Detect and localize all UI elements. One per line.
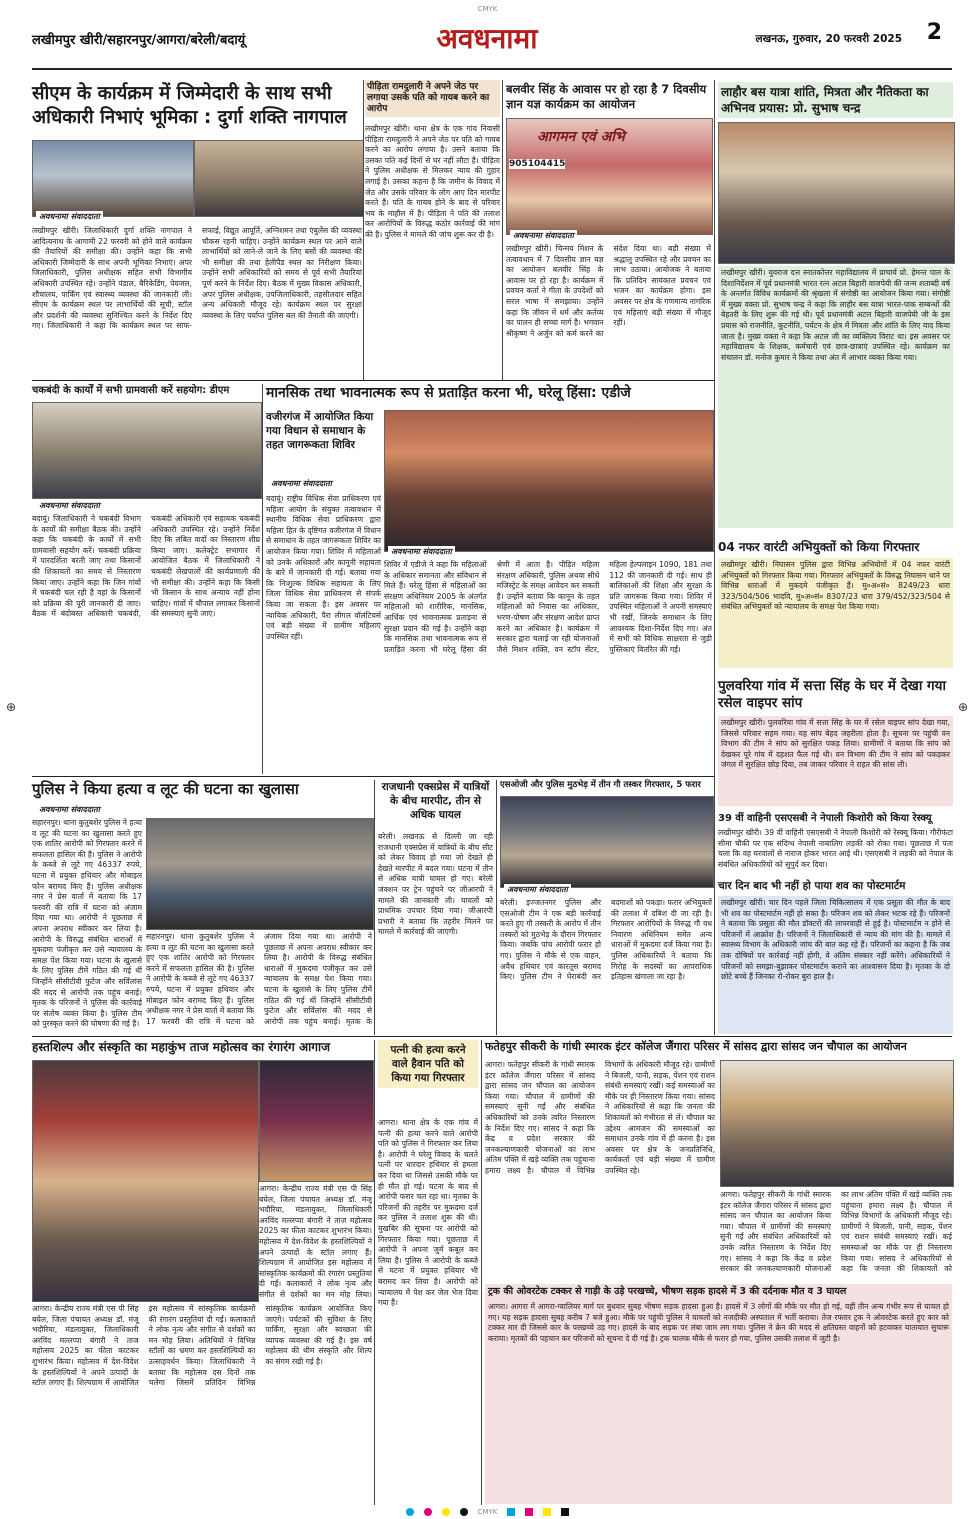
column-rule xyxy=(363,80,364,380)
article-chaupal xyxy=(485,1040,952,1054)
photo-smuggler xyxy=(500,796,714,888)
headline-warrant: 04 नफर वारंटी अभियुक्तों को किया गिरफ्तार xyxy=(718,540,920,554)
headline-jail: पीड़िता रामदुलारी ने अपने जेठ पर लगाया उसके पति को गायब करने का आरोप xyxy=(367,82,490,114)
column-rule xyxy=(714,380,715,1035)
article-police-case xyxy=(32,780,372,799)
headline-wife: पत्नी की हत्या करने वाले हैवान पति को किया गया गिरफ्तार xyxy=(390,1044,466,1084)
article-chakbandi xyxy=(32,384,260,397)
article-durga xyxy=(32,82,362,130)
black-square xyxy=(561,1508,569,1516)
body-yagya: लखीमपुर खीरी। चिन्मय मिशन के तत्वावधान में 7 दिवसीय ज्ञान यज्ञ का आयोजन बलवीर सिंह के आवास पर हो रहा है। कार्यक्रम में प्रवचन कर्ता ने गीता के उपदेशों को सरल भाषा में समझाया। उन्होंने कहा कि जीवन में धर्म और कर्तव्य का पालन ही सच्चा मार्ग है। भगवान श्रीकृष्ण ने अर्जुन को कर्म करने का संदेश दिया था। बड़ी संख्या में श्रद्धालु उपस्थित रहे और प्रवचन का लाभ उठाया। आयोजक ने बताया कि प्रतिदिन सायंकाल प्रवचन एवं भजन का कार्यक्रम होगा। इस अवसर पर क्षेत्र के गणमान्य नागरिक एवं महिलाएं बड़ी संख्या में मौजूद रहीं। xyxy=(506,244,711,338)
column-rule xyxy=(262,384,263,774)
edition-regions: लखीमपुर खीरी/सहारनपुर/आगरा/बरेली/बदायूं xyxy=(32,33,246,48)
article-snake xyxy=(718,678,953,712)
section-rule xyxy=(32,380,714,381)
headline-smuggler: एसओजी और पुलिस मुठभेड़ में तीन गौ तस्कर गिरफ्तार, 5 फरार xyxy=(500,780,701,790)
column-rule xyxy=(374,1040,375,1505)
credit-wazirganj: अवधनामा संवाददाता xyxy=(268,478,335,489)
cmyk-mark-bottom: CMYK xyxy=(477,1508,498,1516)
cyan-square xyxy=(507,1508,515,1516)
headline-yagya: बलवीर सिंह के आवास पर हो रहा है 7 दिवसीय ज्ञान यज्ञ कार्यक्रम का आयोजन xyxy=(506,82,707,111)
photo-chaupal xyxy=(720,1060,954,1187)
article-postmortem xyxy=(718,880,953,893)
headline-taj: हस्तशिल्प और संस्कृति का महाकुंभ ताज महोत्सव का रंगारंग आगाज xyxy=(32,1040,330,1054)
photo-yagya xyxy=(506,118,713,235)
article-yagya xyxy=(506,82,711,112)
photo-taj xyxy=(32,1060,259,1302)
credit-police-case: अवधनामा संवाददाता xyxy=(36,804,103,815)
body-domestic: शिविर में एडीजे ने कहा कि महिलाओं के अधिकार समानता और संविधान से मिले हैं। घरेलू हिंसा से महिलाओं का संरक्षण अधिनियम 2005 के अंतर्गत महिलाओं को शारीरिक, मानसिक, आर्थिक एवं भावनात्मक प्रताड़ना से सुरक्षा प्रदान की गई है। उन्होंने कहा कि मानसिक तथा भावनात्मक रूप से प्रताड़ित करना भी घरेलू हिंसा की श्रेणी में आता है। पीड़ित महिला संरक्षण अधिकारी, पुलिस अथवा सीधे मजिस्ट्रेट के समक्ष आवेदन कर सकती है। उन्होंने बताया कि कानून के तहत महिलाओं को निवास का अधिकार, भरण-पोषण और संरक्षण आदेश प्राप्त करने का अधिकार है। कार्यक्रम में सरकार द्वारा चलाई जा रही योजनाओं जैसे मिशन शक्ति, वन स्टॉप सेंटर, महिला हेल्पलाइन 1090, 181 तथा 112 की जानकारी दी गई। साथ ही बालिकाओं की शिक्षा और सुरक्षा के प्रति जागरूक किया गया। शिविर में उपस्थित महिलाओं ने अपनी समस्याएं भी रखीं, जिनके समाधान के लिए आवश्यक दिशा-निर्देश दिए गए। अंत में सभी को विधिक साक्षरता से जुड़ी पुस्तिकाएं वितरित की गईं। xyxy=(384,560,712,654)
column-rule xyxy=(714,80,715,380)
article-expressway xyxy=(378,780,493,822)
article-lahore xyxy=(718,82,953,118)
article-accident xyxy=(485,1284,952,1300)
credit-domestic: अवधनामा संवाददाता xyxy=(388,546,455,557)
body-chakbandi: बदायूं। जिलाधिकारी ने चकबंदी विभाग के कार्यों की समीक्षा बैठक की। उन्होंने कहा कि चकबंदी के कार्यों में सभी ग्रामवासी सहयोग करें। चकबंदी प्रक्रिया में पारदर्शिता बरती जाए तथा किसानों की शिकायतों का समय से निस्तारण किया जाए। उन्होंने कहा कि जिन गांवों में चकबंदी चल रही है वहां के किसानों को प्रक्रिया की पूरी जानकारी दी जाए। बैठक में बंदोबस्त अधिकारी चकबंदी, चकबंदी अधिकारी एवं सहायक चकबंदी अधिकारी उपस्थित रहे। उन्होंने निर्देश दिए कि लंबित वादों का निस्तारण शीघ्र किया जाए। कलेक्ट्रेट सभागार में आयोजित बैठक में जिलाधिकारी ने चकबंदी लेखपालों की कार्यप्रणाली की भी समीक्षा की। उन्होंने कहा कि किसी भी किसान के साथ अन्याय नहीं होना चाहिए। गांवों में चौपाल लगाकर किसानों की समस्याएं सुनी जाएं। xyxy=(32,514,260,619)
credit-durga: अवधनामा संवाददाता xyxy=(36,211,103,222)
date-line: लखनऊ, गुरुवार, 20 फरवरी 2025 xyxy=(755,33,902,45)
body-postmortem: लखीमपुर खीरी। चार दिन पहले जिला चिकित्सालय में एक प्रसूता की मौत के बाद भी शव का पोस्टमार्टम नहीं हो सका है। परिजन शव को लेकर भटक रहे हैं। परिजनों ने बताया कि प्रसूता की मौत डॉक्टरों की लापरवाही से हुई है। पोस्टमार्टम न होने से परिजनों में आक्रोश है। परिजनों ने जिलाधिकारी से न्याय की मांग की है। मामले में स्वास्थ्य विभाग के अधिकारी जांच की बात कह रहे हैं। परिजनों का कहना है कि जब तक दोषियों पर कार्रवाई नहीं होगी, वे अंतिम संस्कार नहीं करेंगे। अधिकारियों ने परिजनों को समझा-बुझाकर पोस्टमार्टम कराने का आश्वासन दिया है। मृतका के दो छोटे बच्चे हैं जिनका रो-रोकर बुरा हाल है। xyxy=(718,896,953,1034)
magenta-square xyxy=(525,1508,533,1516)
body-snake: लखीमपुर खीरी। पुलवरिया गांव में सत्ता सिंह के घर में रसेल वाइपर सांप देखा गया, जिससे परिवार सहम गया। यह सांप बेहद जहरीला होता है। सूचना पर पहुंची वन विभाग की टीम ने सांप को सुरक्षित पकड़ लिया। ग्रामीणों ने बताया कि सांप को देखकर पूरे गांव में दहशत फैल गई थी। वन विभाग की टीम ने सांप को पकड़कर जंगल में सुरक्षित छोड़ दिया, तब जाकर परिवार ने राहत की सांस ली। xyxy=(718,716,953,806)
headline-chakbandi: चकबंदी के कार्यों में सभी ग्रामवासी करें सहयोग: डीएम xyxy=(32,385,230,396)
column-rule xyxy=(481,1040,482,1505)
photo-taj-dance xyxy=(259,1060,374,1182)
cyan-dot xyxy=(406,1508,414,1516)
photo-domestic xyxy=(384,410,714,552)
body-wife: आगरा। थाना क्षेत्र के एक गांव में पत्नी की हत्या करने वाले आरोपी पति को पुलिस ने गिरफ्तार कर लिया है। आरोपी ने घरेलू विवाद के चलते पत्नी पर धारदार हथियार से हमला कर दिया था जिससे उसकी मौके पर ही मौत हो गई। घटना के बाद से आरोपी फरार चल रहा था। मृतका के परिजनों की तहरीर पर मुकदमा दर्ज कर पुलिस ने तलाश शुरू की थी। मुखबिर की सूचना पर आरोपी को गिरफ्तार किया गया। पूछताछ में आरोपी ने अपना जुर्म कबूल कर लिया है। पुलिस ने आरोपी के कब्जे से घटना में प्रयुक्त हथियार भी बरामद कर लिया है। आरोपी को न्यायालय में पेश कर जेल भेज दिया गया है। xyxy=(378,1118,478,1308)
body-chaupal: आगरा। फतेहपुर सीकरी के गांधी स्मारक इंटर कॉलेज जैंगारा परिसर में सांसद द्वारा सांसद जन चौपाल का आयोजन किया गया। चौपाल में ग्रामीणों की समस्याएं सुनी गईं और संबंधित अधिकारियों को उनके त्वरित निस्तारण के निर्देश दिए गए। सांसद ने कहा कि केंद्र व प्रदेश सरकार की जनकल्याणकारी योजनाओं का लाभ अंतिम पंक्ति में खड़े व्यक्ति तक पहुंचाना हमारा लक्ष्य है। चौपाल में विभिन्न विभागों के अधिकारी मौजूद रहे। ग्रामीणों ने बिजली, पानी, सड़क, पेंशन एवं राशन संबंधी समस्याएं रखीं। कई समस्याओं का मौके पर ही निस्तारण किया गया। सांसद ने अधिकारियों से कहा कि जनता की शिकायतों को गंभीरता से लें। चौपाल का उद्देश्य आमजन की समस्याओं का समाधान उनके गांव में ही करना है। इस अवसर पर क्षेत्र के जनप्रतिनिधि, कार्यकर्ता एवं बड़ी संख्या में ग्रामीण उपस्थित रहे। xyxy=(485,1060,715,1175)
body-durga: लखीमपुर खीरी। जिलाधिकारी दुर्गा शक्ति नागपाल ने आदित्यनाथ के आगामी 22 फरवरी को होने वाले कार्यक्रम की तैयारियों की समीक्षा की। उन्होंने कहा कि सभी अधिकारी जिम्मेदारी के साथ अपनी भूमिका निभाएं। अपर जिलाधिकारी, पुलिस अधीक्षक सहित सभी विभागीय अधिकारी उपस्थित रहे। उन्होंने पंडाल, बैरिकेडिंग, पेयजल, शौचालय, पार्किंग एवं स्वास्थ्य व्यवस्था की जानकारी ली। सीएम के कार्यक्रम स्थल पर लाभार्थियों की सूची, स्टॉल और प्रदर्शनी की व्यवस्था सुनिश्चित करने के निर्देश दिए गए। जिलाधिकारी ने कहा कि कार्यक्रम स्थल पर साफ-सफाई, विद्युत आपूर्ति, अग्निशमन तथा एंबुलेंस की व्यवस्था चौकस रहनी चाहिए। उन्होंने कार्यक्रम स्थल पर आने वाले लाभार्थियों को लाने-ले जाने के लिए बसों की व्यवस्था की भी समीक्षा की तथा हेलीपैड स्थल का निरीक्षण किया। उन्होंने सभी अधिकारियों को समय से पूर्व सभी तैयारियां पूर्ण करने के निर्देश दिए। बैठक में मुख्य विकास अधिकारी, अपर पुलिस अधीक्षक, उपजिलाधिकारी, तहसीलदार सहित अन्य अधिकारी मौजूद रहे। कार्यक्रम स्थल पर सुरक्षा व्यवस्था के लिए पर्याप्त पुलिस बल की तैनाती की जाएगी। xyxy=(32,226,362,331)
headline-snake: पुलवरिया गांव में सत्ता सिंह के घर में देखा गया रसेल वाइपर सांप xyxy=(718,678,946,711)
column-rule xyxy=(374,780,375,1035)
top-registration-marks xyxy=(0,2,975,16)
article-domestic xyxy=(266,384,712,402)
headline-domestic: मानसिक तथा भावनात्मक रूप से प्रताड़ित करना भी, घरेलू हिंसा: एडीजे xyxy=(266,385,631,401)
section-rule xyxy=(32,1036,952,1037)
credit-smuggler: अवधनामा संवाददाता xyxy=(504,884,571,895)
yellow-square xyxy=(543,1508,551,1516)
article-wazirganj xyxy=(266,410,381,452)
credit-yagya: अवधनामा संवाददाता xyxy=(510,230,577,241)
article-smuggler xyxy=(500,780,712,791)
yellow-dot xyxy=(442,1508,450,1516)
bottom-registration-marks xyxy=(0,1505,975,1519)
body-smuggler: बरेली। इज्जतनगर पुलिस और एसओजी टीम ने एक बड़ी कार्रवाई करते हुए गौ तस्करी के आरोप में तीन तस्करों को मुठभेड़ के दौरान गिरफ्तार किया। जबकि पांच आरोपी फरार हो गए। पुलिस ने मौके से एक वाहन, अवैध हथियार एवं कारतूस बरामद किए। पुलिस टीम ने घेराबंदी कर बदमाशों को पकड़ा। फरार अभियुक्तों की तलाश में दबिश दी जा रही है। गिरफ्तार आरोपियों के विरुद्ध गौ वध निवारण अधिनियम समेत अन्य धाराओं में मुकदमा दर्ज किया गया है। पुलिस अधिकारियों ने बताया कि गिरोह के सदस्यों का आपराधिक इतिहास खंगाला जा रहा है। xyxy=(500,898,712,982)
body-lahore: लखीमपुर खीरी। युवराज दत्त स्नातकोत्तर महाविद्यालय में प्राचार्य प्रो. हेमन्त पाल के दिशानिर्देशन में पूर्व प्रधानमंत्री भारत रत्न अटल बिहारी वाजपेयी की जन्म शताब्दी वर्ष के अन्तर्गत विविध कार्यक्रमों की श्रृंखला में संगोष्ठी का आयोजन किया गया। संगोष्ठी में मुख्य वक्ता प्रो. सुभाष चन्द्र ने कहा कि लाहौर बस यात्रा भारत-पाक सम्बन्धों की बेहतरी के लिए शुरू की गई थी। पूर्व प्रधानमंत्री अटल बिहारी वाजपेयी जी के इस प्रयास को राजनीति, कूटनीति, पर्यटन के क्षेत्र में मित्रता और शांति के लिए याद किया जाता है। मुख्य वक्ता ने कहा कि अटल जी का व्यक्तित्व विराट था। इस अवसर पर महाविद्यालय के शिक्षक, कर्मचारी एवं छात्र-छात्राएं उपस्थित रहे। कार्यक्रम का संचालन डॉ. मनोज कुमार ने किया तथा अंत में आभार व्यक्त किया गया। xyxy=(718,266,953,528)
article-wife xyxy=(378,1040,478,1088)
masthead xyxy=(32,16,952,72)
article-taj xyxy=(32,1040,372,1055)
body-wazirganj: बदायूं। राष्ट्रीय विधिक सेवा प्राधिकरण एवं महिला आयोग के संयुक्त तत्वावधान में स्थानीय विधिक सेवा प्राधिकरण द्वारा महिला हित के दृष्टिगत वजीरगंज में विधान से समाधान के तहत जागरूकता शिविर का आयोजन किया गया। शिविर में महिलाओं को उनके अधिकारों और कानूनी सहायता के बारे में जानकारी दी गई। बताया गया कि निःशुल्क विधिक सहायता के लिए जिला विधिक सेवा प्राधिकरण से संपर्क किया जा सकता है। इस अवसर पर न्यायिक अधिकारी, पैरा लीगल वॉलंटियर्स एवं बड़ी संख्या में ग्रामीण महिलाएं उपस्थित रहीं। xyxy=(266,494,381,641)
headline-postmortem: चार दिन बाद भी नहीं हो पाया शव का पोस्टमार्टम xyxy=(718,880,906,892)
headline-accident: ट्रक की ओवरटेक टक्कर से गाड़ी के उड़े परखच्चे, भीषण सड़क हादसे में 3 की दर्दनाक मौत व 3 घायल xyxy=(488,1286,847,1297)
page-number: 2 xyxy=(926,20,942,45)
masthead-logo: अवधनामा xyxy=(436,22,538,55)
body-police-case: सहारनपुर। थाना कुतुबशेर पुलिस ने हत्या व लूट की घटना का खुलासा करते हुए एक शातिर आरोपी को गिरफ्तार करने में सफलता हासिल की है। पुलिस ने आरोपी के कब्जे से लूटे गए 46337 रुपये, घटना में प्रयुक्त हथियार और मोबाइल फोन बरामद किए हैं। पुलिस अधीक्षक नगर ने प्रेस वार्ता में बताया कि 17 फरवरी की रात्रि में घटना को अंजाम दिया गया था। आरोपी ने पूछताछ में अपना अपराध स्वीकार कर लिया है। आरोपी के विरुद्ध संबंधित धाराओं में मुकदमा पंजीकृत कर उसे न्यायालय के समक्ष पेश किया गया। घटना के खुलासे के लिए पुलिस टीमें गठित की गई थीं जिन्होंने सीसीटीवी फुटेज और सर्विलांस की मदद से आरोपी तक पहुंच बनाई। मृतक के परिजनों ने पुलिस की कार्रवाई पर संतोष व्यक्त किया है। पुलिस टीम को पुरस्कृत करने की घोषणा की गई है। xyxy=(32,818,142,1029)
body-jail: लखीमपुर खीरी। थाना क्षेत्र के एक गांव निवासी पीड़िता रामदुलारी ने अपने जेठ पर पति को गायब करने का आरोप लगाया है। उसने बताया कि उसका पति कई दिनों से घर नहीं लौटा है। पीड़िता ने पुलिस अधीक्षक से मिलकर न्याय की गुहार लगाई है। उसका कहना है कि जमीन के विवाद में जेठ और उसके परिवार के लोग आए दिन मारपीट करते हैं। पति के गायब होने के बाद से परिवार भय के माहौल में है। पीड़िता ने पति की तलाश कर आरोपियों के विरुद्ध कठोर कार्रवाई की मांग की है। पुलिस ने मामले की जांच शुरू कर दी है। xyxy=(365,124,500,239)
article-nepal xyxy=(718,812,953,825)
body-expressway: बरेली। लखनऊ से दिल्ली जा रही राजधानी एक्सप्रेस में यात्रियों के बीच सीट को लेकर विवाद हो गया जो देखते ही देखते मारपीट में बदल गया। घटना में तीन से अधिक यात्री घायल हो गए। बरेली जंक्शन पर ट्रेन पहुंचने पर जीआरपी ने मामले की जानकारी ली। घायलों को प्राथमिक उपचार दिया गया। जीआरपी प्रभारी ने बताया कि तहरीर मिलने पर मामले में कार्रवाई की जाएगी। xyxy=(378,832,493,937)
headline-expressway: राजधानी एक्सप्रेस में यात्रियों के बीच मारपीट, तीन से अधिक घायल xyxy=(381,781,490,821)
headline-chaupal: फतेहपुर सीकरी के गांधी स्मारक इंटर कॉलेज जैंगारा परिसर में सांसद द्वारा सांसद जन चौपाल का आयोजन xyxy=(485,1040,907,1053)
body-warrant: लखीमपुर खीरी। निघासन पुलिस द्वारा विभिन्न अभियोगों में 04 नफर वारंटी अभियुक्तों को गिरफ्तार किया गया। गिरफ्तार अभियुक्तों के विरुद्ध निघासन थाने पर विभिन्न धाराओं में मुकदमे पंजीकृत हैं। मु०अ०सं० 8249/23 धारा 323/504/506 भादवि, मु०अ०सं० 8307/23 धारा 379/452/323/504 से संबंधित अभियुक्तों को न्यायालय के समक्ष पेश किया गया। xyxy=(718,558,953,668)
headline-police-case: पुलिस ने किया हत्या व लूट की घटना का खुलासा xyxy=(32,780,299,798)
photo-chakbandi xyxy=(32,402,262,499)
photo-lahore xyxy=(718,122,955,264)
photo-durga-inspection xyxy=(194,140,364,217)
headline-nepal: 39 वीं वाहिनी एसएसबी ने नेपाली किशोरी को किया रेस्क्यू xyxy=(718,813,932,824)
column-rule xyxy=(496,780,497,1035)
body-nepal: लखीमपुर खीरी। 39 वीं वाहिनी एसएसबी ने नेपाली किशोरी को रेस्क्यू किया। गौरीफंटा सीमा चौकी पर एक संदिग्ध नेपाली नाबालिग लड़की को रोका गया। पूछताछ में पता चला कि वह घरवालों से नाराज होकर भारत आई थी। एसएसबी ने लड़की को नेपाल के संबंधित अधिकारियों को सुपुर्द कर दिया। xyxy=(718,828,953,869)
body-taj-side: आगरा। केन्द्रीय राज्य मंत्री एस पी सिंह बघेल, जिला पंचायत अध्यक्ष डॉ. मंजू भदौरिया, मंडलायुक्त, जिलाधिकारी अरविंद मल्लप्पा बंगारी ने ताज महोत्सव 2025 का फीता काटकर शुभारंभ किया। महोत्सव में देश-विदेश के हस्तशिल्पियों ने अपने उत्पादों के स्टॉल लगाए हैं। शिल्पग्राम में आयोजित इस महोत्सव में सांस्कृतिक कार्यक्रमों की रंगारंग प्रस्तुतियां दी गईं। कलाकारों ने लोक नृत्य और संगीत से दर्शकों का मन मोह लिया। xyxy=(259,1184,372,1299)
magenta-dot xyxy=(424,1508,432,1516)
section-rule xyxy=(32,776,714,777)
registration-crosshair-right: ⊕ xyxy=(958,700,969,714)
column-rule xyxy=(502,80,503,380)
photo-police-case xyxy=(146,818,374,930)
body-accident: आगरा। आगरा में आगरा-ग्वालियर मार्ग पर बुधवार सुबह भीषण सड़क हादसा हुआ है। हादसे में 3 लोगों की मौके पर मौत हो गई, वहीं तीन अन्य गंभीर रूप से घायल हो गए। यह सड़क हादसा सुबह करीब 7 बजे हुआ। मौके पर पहुंची पुलिस ने घायलों को नजदीकी अस्पताल में भर्ती कराया। तेज रफ्तार ट्रक ने ओवरटेक करते हुए कार को टक्कर मार दी जिससे कार के परखच्चे उड़ गए। हादसे के बाद सड़क पर लंबा जाम लग गया। पुलिस ने क्रेन की मदद से क्षतिग्रस्त वाहनों को हटवाकर यातायात सुचारू कराया। मृतकों की पहचान कर परिजनों को सूचना दे दी गई है। ट्रक चालक मौके से फरार हो गया, पुलिस उसकी तलाश में जुटी है। xyxy=(485,1300,952,1504)
yagya-banner-text: आगमन एवं अभि xyxy=(537,129,625,145)
yagya-banner-phone: 905104415 xyxy=(509,159,566,169)
body-chaupal-cont: आगरा। फतेहपुर सीकरी के गांधी स्मारक इंटर कॉलेज जैंगारा परिसर में सांसद द्वारा सांसद जन चौपाल का आयोजन किया गया। चौपाल में ग्रामीणों की समस्याएं सुनी गईं और संबंधित अधिकारियों को उनके त्वरित निस्तारण के निर्देश दिए गए। सांसद ने कहा कि केंद्र व प्रदेश सरकार की जनकल्याणकारी योजनाओं का लाभ अंतिम पंक्ति में खड़े व्यक्ति तक पहुंचाना हमारा लक्ष्य है। चौपाल में विभिन्न विभागों के अधिकारी मौजूद रहे। ग्रामीणों ने बिजली, पानी, सड़क, पेंशन एवं राशन संबंधी समस्याएं रखीं। कई समस्याओं का मौके पर ही निस्तारण किया गया। सांसद ने अधिकारियों से कहा कि जनता की शिकायतों को xyxy=(720,1190,952,1274)
headline-lahore: लाहौर बस यात्रा शांति, मित्रता और नैतिकता का अभिनव प्रयास: प्रो. सुभाष चन्द्र xyxy=(721,85,929,115)
headline-durga: सीएम के कार्यक्रम में जिम्मेदारी के साथ सभी अधिकारी निभाएं भूमिका : दुर्गा शक्ति नागपाल xyxy=(32,83,347,128)
article-jail xyxy=(365,80,500,117)
headline-wazirganj: वजीरगंज में आयोजित किया गया विधान से समाधान के तहत जागरूकता शिविर xyxy=(266,411,374,451)
body-taj: आगरा। केन्द्रीय राज्य मंत्री एस पी सिंह बघेल, जिला पंचायत अध्यक्ष डॉ. मंजू भदौरिया, मंडलायुक्त, जिलाधिकारी अरविंद मल्लप्पा बंगारी ने ताज महोत्सव 2025 का फीता काटकर शुभारंभ किया। महोत्सव में देश-विदेश के हस्तशिल्पियों ने अपने उत्पादों के स्टॉल लगाए हैं। शिल्पग्राम में आयोजित इस महोत्सव में सांस्कृतिक कार्यक्रमों की रंगारंग प्रस्तुतियां दी गईं। कलाकारों ने लोक नृत्य और संगीत से दर्शकों का मन मोह लिया। अतिथियों ने विभिन्न स्टॉलों का भ्रमण कर हस्तशिल्पियों का उत्साहवर्धन किया। जिलाधिकारी ने बताया कि महोत्सव दस दिनों तक चलेगा जिसमें प्रतिदिन विभिन्न सांस्कृतिक कार्यक्रम आयोजित किए जाएंगे। पर्यटकों की सुविधा के लिए पार्किंग, सुरक्षा और स्वच्छता की व्यापक व्यवस्था की गई है। इस वर्ष महोत्सव की थीम संस्कृति और शिल्प का संगम रखी गई है। xyxy=(32,1304,372,1388)
black-dot xyxy=(460,1508,468,1516)
registration-crosshair-left: ⊕ xyxy=(6,700,17,714)
body-police-case-cont: सहारनपुर। थाना कुतुबशेर पुलिस ने हत्या व लूट की घटना का खुलासा करते हुए एक शातिर आरोपी को गिरफ्तार करने में सफलता हासिल की है। पुलिस ने आरोपी के कब्जे से लूटे गए 46337 रुपये, घटना में प्रयुक्त हथियार और मोबाइल फोन बरामद किए हैं। पुलिस अधीक्षक नगर ने प्रेस वार्ता में बताया कि 17 फरवरी की रात्रि में घटना को अंजाम दिया गया था। आरोपी ने पूछताछ में अपना अपराध स्वीकार कर लिया है। आरोपी के विरुद्ध संबंधित धाराओं में मुकदमा पंजीकृत कर उसे न्यायालय के समक्ष पेश किया गया। घटना के खुलासे के लिए पुलिस टीमें गठित की गई थीं जिन्होंने सीसीटीवी फुटेज और सर्विलांस की मदद से आरोपी तक पहुंच बनाई। मृतक के xyxy=(146,932,372,1026)
masthead-rule xyxy=(32,68,952,70)
cmyk-mark: CMYK xyxy=(477,5,498,13)
credit-chakbandi: अवधनामा संवाददाता xyxy=(36,500,103,511)
article-warrant xyxy=(718,540,953,555)
photo-durga-meeting xyxy=(32,140,194,217)
